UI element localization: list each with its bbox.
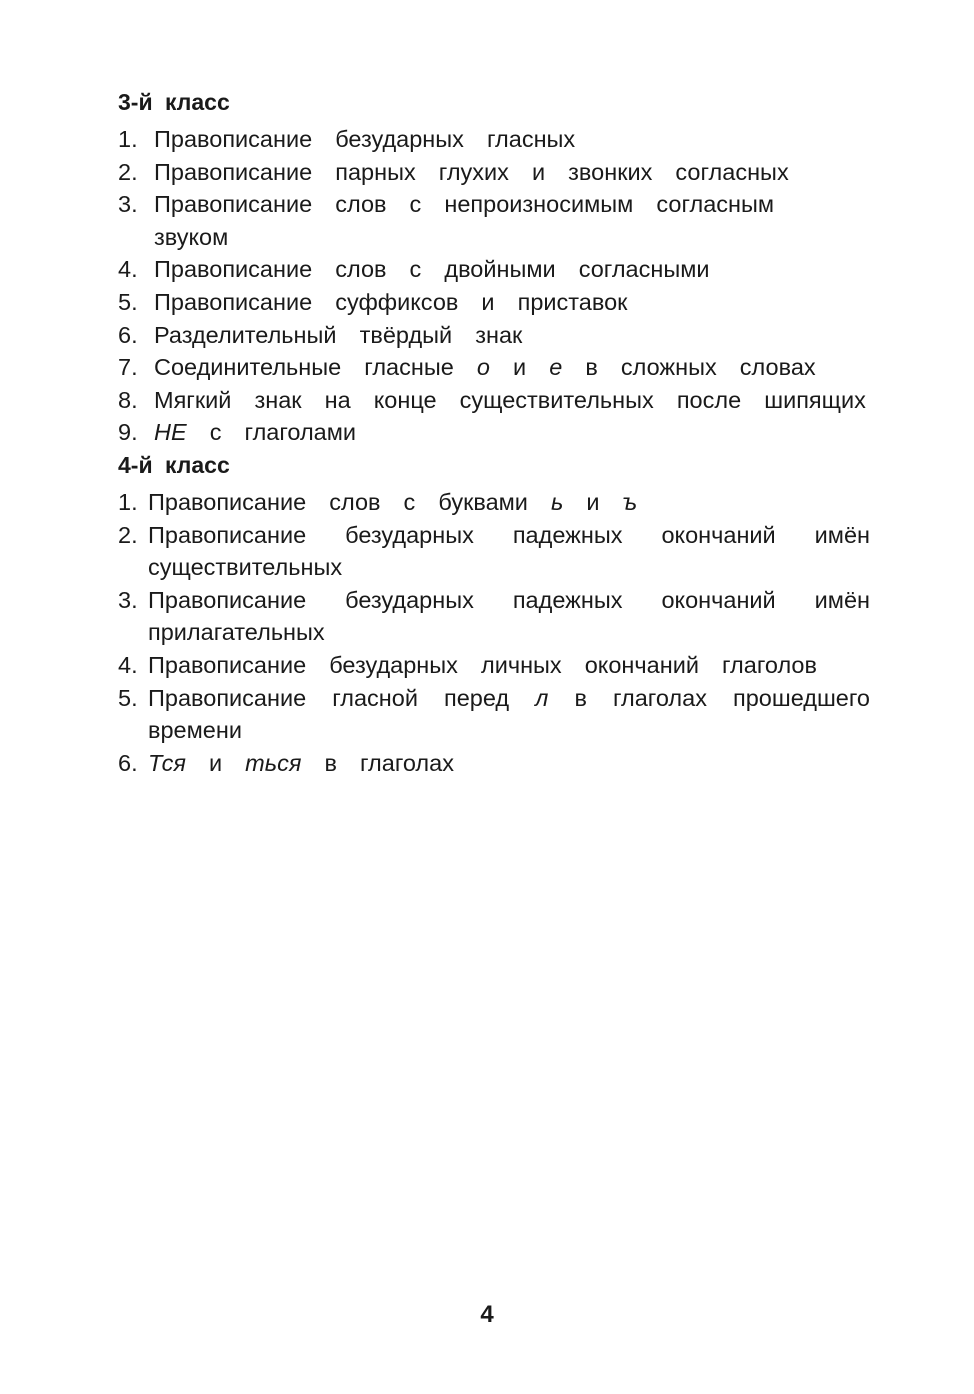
item-number: 1. [118, 489, 138, 515]
text-run: Правописание слов с буквами [148, 489, 551, 515]
text-run: в глаголах прошедшего времени [148, 684, 882, 744]
item-number: 4. [118, 651, 138, 678]
italic-term: ться [245, 749, 302, 776]
list-item [118, 649, 870, 682]
list-item [118, 286, 870, 319]
item-text [154, 253, 870, 286]
item-number: 8. [118, 386, 138, 413]
italic-term: ъ [622, 489, 638, 515]
item-number: 9. [118, 419, 138, 446]
page-number: 4 [480, 1301, 494, 1328]
italic-term: НЕ [154, 419, 187, 446]
list-item [118, 416, 870, 449]
section-heading: 4-й класс [118, 452, 230, 478]
italic-term: л [535, 684, 549, 711]
item-text [154, 319, 870, 352]
list-item [118, 188, 870, 253]
item-number: 5. [118, 684, 138, 711]
grade-4-section [118, 449, 882, 779]
item-number: 3. [118, 586, 138, 613]
item-number: 2. [118, 158, 138, 185]
list-item [118, 319, 870, 352]
text-run: Правописание безударных падежных окончаний имён прилагательных [148, 586, 882, 646]
topic-list [118, 486, 882, 779]
text-run: Правописание парных глухих и звонких согласных [154, 158, 789, 185]
item-number: 3. [118, 191, 138, 218]
topic-list [118, 123, 870, 449]
list-item [118, 486, 870, 519]
item-text [154, 286, 870, 319]
item-number: 7. [118, 354, 138, 381]
list-item [118, 384, 870, 417]
grade-3-section [118, 86, 870, 449]
list-item [118, 156, 870, 189]
item-text [154, 416, 870, 449]
item-text [148, 486, 870, 519]
italic-term: о [476, 354, 490, 381]
item-text [154, 156, 870, 189]
item-text [154, 123, 870, 156]
text-run: в сложных словах [562, 354, 816, 381]
text-run: Правописание безударных гласных [154, 126, 576, 152]
item-number: 4. [118, 256, 138, 283]
text-run: в глаголах [301, 749, 454, 776]
text-run: и [185, 749, 246, 776]
text-run: Правописание безударных личных окончаний глаголов [148, 651, 817, 678]
italic-term: е [549, 354, 563, 381]
item-number: 5. [118, 288, 138, 315]
list-item [118, 253, 870, 286]
page [118, 0, 882, 1394]
item-text [148, 682, 882, 747]
text-run: Правописание безударных падежных окончаний имён существительных [148, 521, 882, 581]
text-run: Соединительные гласные [154, 354, 477, 381]
text-run: Мягкий знак на конце существительных после шипящих [154, 386, 866, 413]
item-text [148, 519, 882, 584]
item-number: 1. [118, 126, 138, 152]
item-text [154, 384, 870, 417]
text-run: Разделительный твёрдый знак [154, 321, 523, 348]
text-run: Правописание слов с двойными согласными [154, 256, 710, 283]
text-run: Правописание слов с непроизносимым согласным звуком [154, 191, 798, 250]
list-item [118, 519, 882, 584]
list-item [118, 351, 870, 384]
list-item [118, 747, 870, 780]
list-item [118, 682, 882, 747]
item-number: 6. [118, 749, 138, 776]
item-text [148, 747, 870, 780]
item-text [154, 351, 870, 384]
text-run: с глаголами [186, 419, 357, 446]
text-run: и [489, 354, 550, 381]
list-item [118, 584, 882, 649]
item-text [148, 649, 870, 682]
italic-term: ь [550, 489, 564, 515]
item-text [148, 584, 882, 649]
item-number: 6. [118, 321, 138, 348]
text-run: Правописание суффиксов и приставок [154, 288, 628, 315]
text-run: Правописание гласной перед [148, 684, 536, 711]
italic-term: Тся [148, 749, 186, 776]
text-run: и [563, 489, 623, 515]
item-text [154, 188, 870, 253]
item-number: 2. [118, 521, 138, 548]
section-heading: 3-й класс [118, 89, 230, 115]
list-item [118, 123, 870, 156]
